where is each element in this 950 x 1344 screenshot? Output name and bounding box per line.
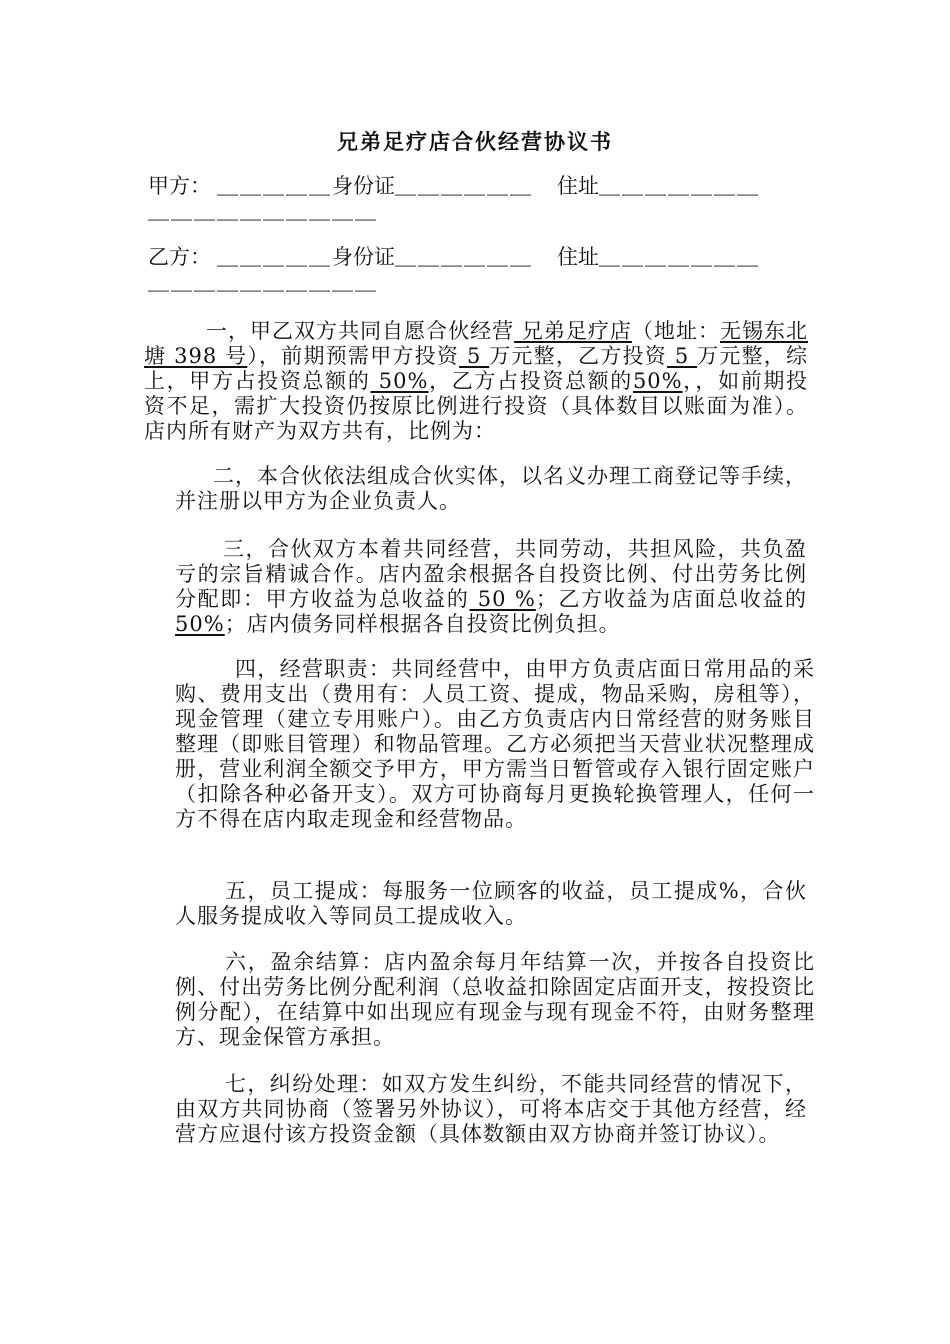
- clause-1-text: ，乙方占投资总额的: [428, 369, 633, 393]
- party-a-id-blank: ＿＿＿＿＿＿: [395, 174, 533, 198]
- clause-1: [144, 319, 808, 444]
- party-b-id-blank: ＿＿＿＿＿＿: [395, 245, 533, 269]
- party-a-investment: 5: [459, 344, 490, 368]
- clause-3-text: ；乙方收益为店面总收益的: [535, 587, 808, 611]
- party-a-profit-share: 50 %: [469, 587, 536, 611]
- clause-5: 五，员工提成：每服务一位顾客的收益，员工提成%，合伙人服务提成收入等同员工提成收入。: [175, 879, 807, 928]
- party-b-address-label: 住址: [557, 245, 599, 269]
- party-b-share: 50%: [632, 369, 683, 393]
- party-b-address-blank-cont: ＿＿＿＿＿＿＿＿＿＿: [148, 270, 378, 294]
- party-b-name-blank: ＿＿＿＿＿: [217, 245, 332, 269]
- clause-1-text: 万元整，乙方投资: [489, 344, 667, 368]
- clause-2: 二，本合伙依法组成合伙实体，以名义办理工商登记等手续，并注册以甲方为企业负责人。: [175, 464, 807, 513]
- party-b-line: [148, 244, 760, 270]
- party-a-name-blank: ＿＿＿＿＿: [217, 174, 332, 198]
- clause-3-text: ；店内债务同样根据各自投资比例负担。: [224, 612, 621, 636]
- shop-address: 无锡东北塘 398 号: [144, 319, 809, 368]
- party-a-address-blank-cont: ＿＿＿＿＿＿＿＿＿＿: [148, 199, 378, 223]
- clause-3-text: 三，合伙双方本着共同经营，共同劳动，共担风险，共负盈亏的宗旨精诚合作。店内盈余根据各自投资比例、付出劳务比例分配即：甲方收益为总收益的: [175, 537, 807, 611]
- clause-1-text: （地址：: [631, 319, 720, 343]
- party-b-address-blank: ＿＿＿＿＿＿＿: [599, 245, 760, 269]
- clause-7: 七，纠纷处理：如双方发生纠纷，不能共同经营的情况下，由双方共同协商（签署另外协议），可将本店交于其他方经营，经营方应退付该方投资金额（具体数额由双方协商并签订协议）。: [175, 1072, 807, 1146]
- party-b-profit-share: 50%: [175, 612, 225, 636]
- party-a-id-label: 身份证: [332, 174, 395, 198]
- party-a-address-label: 住址: [557, 174, 599, 198]
- party-a-share: 50%: [370, 369, 429, 393]
- clause-4: 四，经营职责：共同经营中，由甲方负责店面日常用品的采购、费用支出（费用有：人员工资、提成，物品采购，房租等），现金管理（建立专用账户）。由乙方负责店内日常经营的财务账目整理（即账目管理）和物品管理。乙方必须把当天营业状况整理成册，营业利润全额交予甲方，甲方需当日暂管或存入银行固定账户（扣除各种必备开支）。双方可协商每月更换轮换管理人，任何一方不得在店内取走现金和经营物品。: [175, 657, 815, 831]
- party-b-id-label: 身份证: [332, 245, 395, 269]
- clause-6: 六，盈余结算：店内盈余每月年结算一次，并按各自投资比例、付出劳务比例分配利润（总收益扣除固定店面开支，按投资比例分配），在结算中如出现应有现金与现有现金不符，由财务整理方、现金保管方承担。: [175, 950, 815, 1049]
- clause-1-text: 万元整，综上，甲方占投资总额的: [144, 344, 809, 393]
- shop-name: 兄弟足疗店: [514, 319, 632, 343]
- party-a-line: [148, 173, 760, 199]
- clause-1-text: ），前期预需甲方投资: [247, 344, 460, 368]
- party-a-address-blank: ＿＿＿＿＿＿＿: [599, 174, 760, 198]
- document-title: 兄弟足疗店合伙经营协议书: [337, 129, 613, 154]
- party-a-label: 甲方：: [148, 174, 211, 198]
- clause-1-text: 一，甲乙双方共同自愿合伙经营: [206, 319, 515, 343]
- party-b-label: 乙方：: [148, 245, 211, 269]
- clause-1-text: ，，如前期投资不足，需扩大投资仍按原比例进行投资（具体数目以账面为准）。店内所有财产为双方共有，比例为：: [144, 369, 809, 443]
- clause-3: [175, 537, 807, 637]
- party-b-investment: 5: [666, 344, 698, 368]
